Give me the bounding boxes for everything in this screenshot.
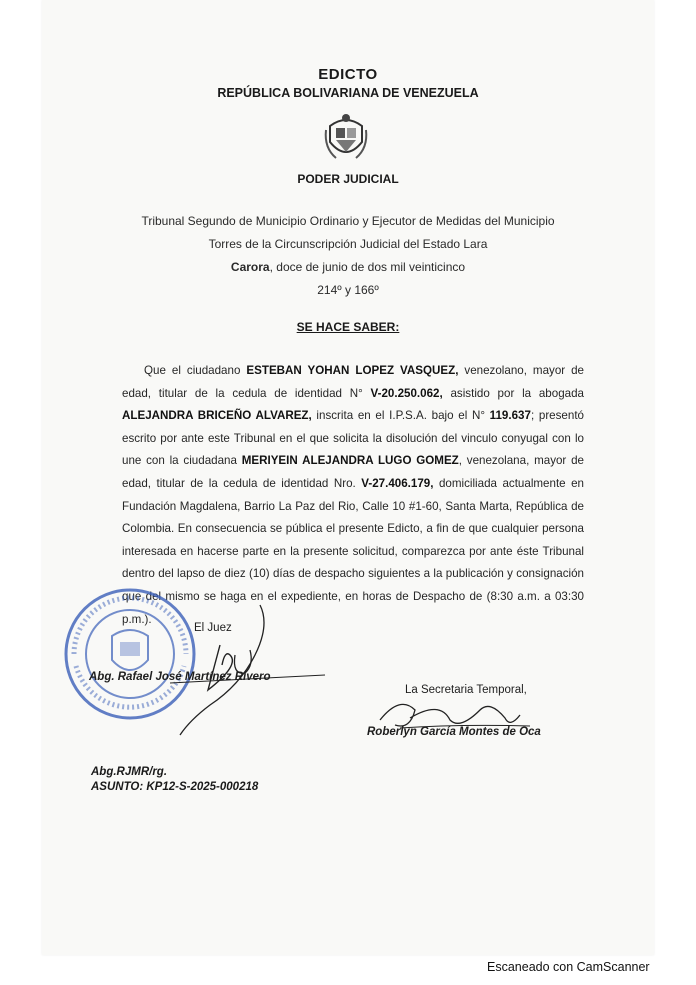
body-text-6: , venezolana, mayor de edad, titular de la cedula de identidad Nro. [122, 454, 584, 490]
branch-name: PODER JUDICIAL [297, 172, 399, 186]
body-text-1: Que el ciudadano [144, 364, 247, 377]
judge-role: El Juez [194, 622, 232, 634]
court-line-1: Tribunal Segundo de Municipio Ordinario y Ejecutor de Medidas del Municipio [141, 214, 555, 228]
city-name: Carora [230, 260, 270, 274]
petitioner-name: ESTEBAN YOHAN LOPEZ VASQUEZ, [246, 364, 459, 377]
date-text: , doce de junio de dos mil veinticinco [269, 260, 466, 274]
secretary-role: La Secretaria Temporal, [405, 684, 527, 696]
court-line-2: Torres de la Circunscripción Judicial del Estado Lara [208, 237, 488, 251]
body-text-3: asistido por la abogada [442, 386, 584, 400]
coat-of-arms-icon [322, 108, 370, 166]
date-line [0, 260, 696, 274]
body-text-5: ; presentó escrito por ante este Tribunal en el que solicita la disolución del vinculo conyugal con lo une con la ciudadana [122, 409, 584, 468]
years-line: 214º y 166º [317, 283, 379, 297]
ipsa-number: 119.637 [489, 409, 531, 423]
judge-signature-icon [150, 595, 330, 745]
petitioner-id: V-20.250.062, [370, 386, 443, 400]
section-heading: SE HACE SABER: [296, 320, 400, 334]
case-number: ASUNTO: KP12-S-2025-000218 [91, 781, 259, 793]
judge-name: Abg. Rafael José Martínez Rivero [89, 671, 271, 683]
lawyer-name: ALEJANDRA BRICEÑO ALVAREZ, [122, 409, 312, 423]
document-title: EDICTO [318, 66, 378, 83]
secretary-name: Roberlyn García Montes de Oca [367, 726, 541, 738]
republic-name: REPÚBLICA BOLIVARIANA DE VENEZUELA [217, 86, 479, 100]
body-text-4: inscrita en el I.P.S.A. bajo el N° [311, 409, 490, 423]
spouse-id: V-27.406.179, [361, 476, 434, 490]
initials-reference: Abg.RJMR/rg. [91, 766, 168, 778]
spouse-name: MERIYEIN ALEJANDRA LUGO GOMEZ [241, 454, 459, 468]
body-text-2: venezolano, mayor de edad, titular de la cedula de identidad N° [122, 364, 585, 400]
scanner-watermark: Escaneado con CamScanner [487, 960, 650, 974]
body-text-7: domiciliada actualmente en Fundación Magdalena, Barrio La Paz del Rio, Calle 10 #1-60, Santa Marta, República de Colombia. En consecuencia se pública el presente Edicto, a fin de que cualquier persona interesada en hacerse parte en la presente solicitud, comparezca por ante éste Tribunal dentro del lapso de diez (10) días de despacho siguientes a la publicación y consignación que del mismo se haga en el expediente, en horas de Despacho de (8:30 a.m. a 03:30 p.m.). [122, 476, 585, 626]
